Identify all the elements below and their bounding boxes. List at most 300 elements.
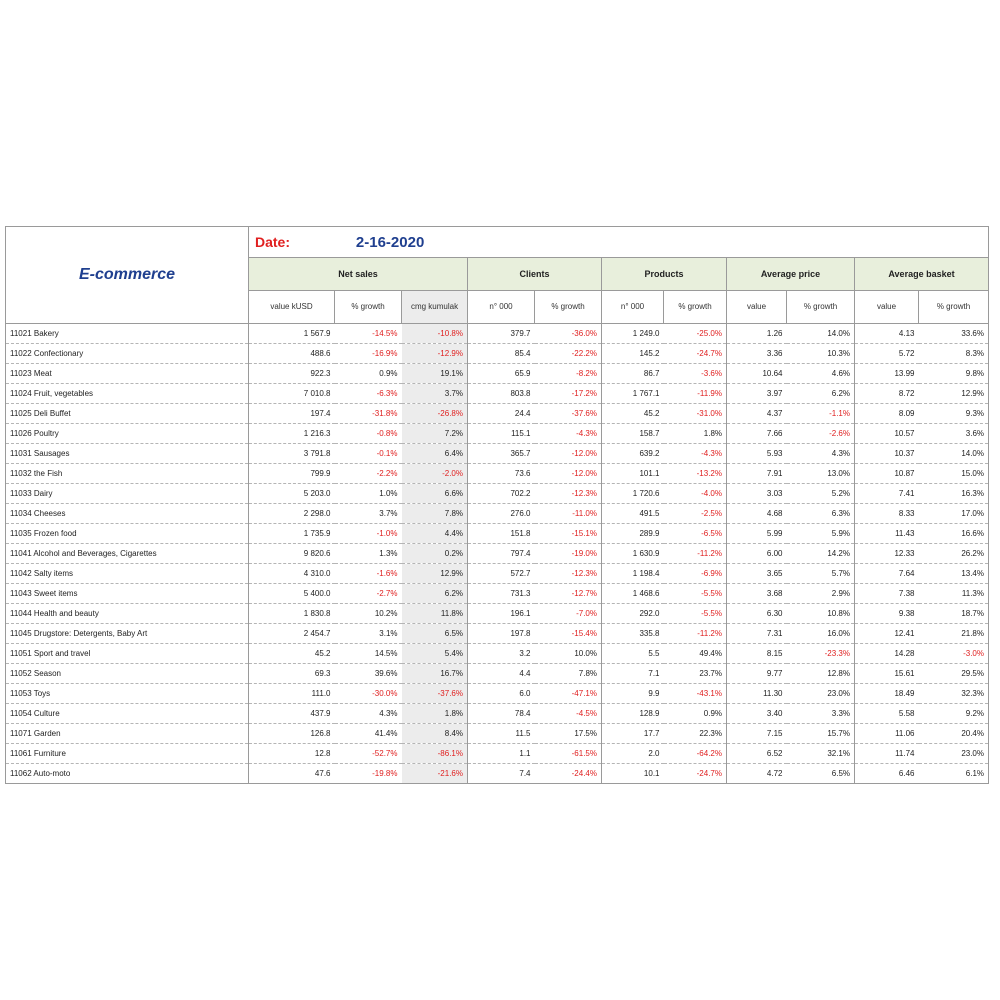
row-label: 11021 Bakery (6, 324, 249, 344)
table-cell: 3 791.8 (249, 444, 335, 464)
table-cell: 2 454.7 (249, 624, 335, 644)
table-cell: 126.8 (249, 724, 335, 744)
table-cell: 803.8 (468, 384, 535, 404)
table-row (6, 444, 989, 464)
table-cell: -1.1% (787, 404, 855, 424)
row-label: 11053 Toys (6, 684, 249, 704)
table-cell: 10.8% (787, 604, 855, 624)
table-cell: -13.2% (664, 464, 727, 484)
table-row (6, 344, 989, 364)
group-clients: Clients (468, 258, 602, 291)
table-cell: 29.5% (919, 664, 989, 684)
table-cell: 1.3% (335, 544, 402, 564)
table-cell: 10.3% (787, 344, 855, 364)
table-cell: -16.9% (335, 344, 402, 364)
table-cell: 6.3% (787, 504, 855, 524)
table-cell: 7.31 (727, 624, 787, 644)
subheader-net-sales-value: value kUSD (249, 291, 335, 324)
table-cell: 7.15 (727, 724, 787, 744)
table-cell: 22.3% (664, 724, 727, 744)
table-cell: 276.0 (468, 504, 535, 524)
table-cell: -19.8% (335, 764, 402, 784)
subheader-net-sales-growth: % growth (335, 291, 402, 324)
table-cell: 1 216.3 (249, 424, 335, 444)
table-cell: 3.65 (727, 564, 787, 584)
subheader-products-count: n° 000 (602, 291, 664, 324)
table-cell: 12.8% (787, 664, 855, 684)
table-cell: 13.99 (855, 364, 919, 384)
table-cell: -6.9% (664, 564, 727, 584)
table-cell: -0.8% (335, 424, 402, 444)
table-cell: 8.4% (402, 724, 468, 744)
table-cell: -24.4% (535, 764, 602, 784)
table-cell: -15.4% (535, 624, 602, 644)
table-cell: 1 830.8 (249, 604, 335, 624)
table-cell: -12.9% (402, 344, 468, 364)
table-cell: 3.03 (727, 484, 787, 504)
table-cell: -2.6% (787, 424, 855, 444)
table-cell: 335.8 (602, 624, 664, 644)
table-cell: -52.7% (335, 744, 402, 764)
table-cell: 702.2 (468, 484, 535, 504)
table-cell: 7 010.8 (249, 384, 335, 404)
table-row (6, 664, 989, 684)
table-cell: 1.8% (664, 424, 727, 444)
table-cell: -6.5% (664, 524, 727, 544)
table-cell: 9.3% (919, 404, 989, 424)
subheader-basket-growth: % growth (919, 291, 989, 324)
table-cell: -2.2% (335, 464, 402, 484)
table-cell: -25.0% (664, 324, 727, 344)
table-cell: 6.52 (727, 744, 787, 764)
table-cell: -4.3% (664, 444, 727, 464)
table-cell: 5.93 (727, 444, 787, 464)
row-label: 11045 Drugstore: Detergents, Baby Art (6, 624, 249, 644)
table-cell: 10.87 (855, 464, 919, 484)
group-average-price: Average price (727, 258, 855, 291)
table-cell: 23.0% (919, 744, 989, 764)
subheader-products-growth: % growth (664, 291, 727, 324)
table-cell: 9.8% (919, 364, 989, 384)
table-cell: 23.7% (664, 664, 727, 684)
table-cell: 1 735.9 (249, 524, 335, 544)
table-cell: -12.3% (535, 484, 602, 504)
table-row (6, 704, 989, 724)
table-row (6, 384, 989, 404)
table-cell: 7.64 (855, 564, 919, 584)
table-cell: 196.1 (468, 604, 535, 624)
table-cell: 11.74 (855, 744, 919, 764)
table-cell: 32.3% (919, 684, 989, 704)
table-cell: 115.1 (468, 424, 535, 444)
table-cell: 15.7% (787, 724, 855, 744)
row-label: 11024 Fruit, vegetables (6, 384, 249, 404)
table-cell: 491.5 (602, 504, 664, 524)
table-cell: 5.72 (855, 344, 919, 364)
row-label: 11044 Health and beauty (6, 604, 249, 624)
table-cell: -1.6% (335, 564, 402, 584)
table-cell: -3.0% (919, 644, 989, 664)
table-cell: 797.4 (468, 544, 535, 564)
row-label: 11023 Meat (6, 364, 249, 384)
table-cell: 197.4 (249, 404, 335, 424)
row-label: 11054 Culture (6, 704, 249, 724)
table-cell: 47.6 (249, 764, 335, 784)
table-cell: -8.2% (535, 364, 602, 384)
table-cell: 5.7% (787, 564, 855, 584)
table-cell: 18.49 (855, 684, 919, 704)
table-cell: 3.2 (468, 644, 535, 664)
table-cell: 20.4% (919, 724, 989, 744)
table-cell: 5.2% (787, 484, 855, 504)
table-cell: 6.6% (402, 484, 468, 504)
table-row (6, 764, 989, 784)
table-cell: 3.6% (919, 424, 989, 444)
table-cell: 14.28 (855, 644, 919, 664)
row-label: 11051 Sport and travel (6, 644, 249, 664)
table-row (6, 464, 989, 484)
table-cell: 24.4 (468, 404, 535, 424)
table-cell: 922.3 (249, 364, 335, 384)
table-cell: 1.8% (402, 704, 468, 724)
table-cell: -6.3% (335, 384, 402, 404)
row-label: 11071 Garden (6, 724, 249, 744)
table-row (6, 564, 989, 584)
table-cell: 3.68 (727, 584, 787, 604)
table-cell: 1.0% (335, 484, 402, 504)
table-cell: 12.8 (249, 744, 335, 764)
table-cell: -4.5% (535, 704, 602, 724)
date-label: Date: (255, 233, 291, 250)
table-cell: 11.8% (402, 604, 468, 624)
table-cell: 7.38 (855, 584, 919, 604)
table-cell: -24.7% (664, 764, 727, 784)
table-cell: 1 249.0 (602, 324, 664, 344)
table-cell: 1.26 (727, 324, 787, 344)
table-cell: -4.3% (535, 424, 602, 444)
table-cell: 365.7 (468, 444, 535, 464)
table-cell: 69.3 (249, 664, 335, 684)
table-cell: 45.2 (602, 404, 664, 424)
table-cell: -19.0% (535, 544, 602, 564)
table-cell: 39.6% (335, 664, 402, 684)
table-cell: 2.9% (787, 584, 855, 604)
table-cell: 4.72 (727, 764, 787, 784)
table-cell: 158.7 (602, 424, 664, 444)
date-value: 2-16-2020 (355, 233, 425, 251)
table-cell: 32.1% (787, 744, 855, 764)
table-row (6, 484, 989, 504)
table-cell: -15.1% (535, 524, 602, 544)
table-cell: 13.0% (787, 464, 855, 484)
table-cell: 4.13 (855, 324, 919, 344)
subheader-price-value: value (727, 291, 787, 324)
table-cell: -21.6% (402, 764, 468, 784)
report-title: E-commerce (6, 227, 249, 324)
table-cell: -36.0% (535, 324, 602, 344)
table-cell: 12.9% (402, 564, 468, 584)
table-cell: 10.0% (535, 644, 602, 664)
table-cell: -2.5% (664, 504, 727, 524)
table-cell: 6.1% (919, 764, 989, 784)
table-cell: 17.0% (919, 504, 989, 524)
table-cell: 5.9% (787, 524, 855, 544)
table-cell: 3.36 (727, 344, 787, 364)
table-cell: 8.33 (855, 504, 919, 524)
table-cell: 1 630.9 (602, 544, 664, 564)
table-cell: 4.68 (727, 504, 787, 524)
table-cell: 5.4% (402, 644, 468, 664)
table-cell: -31.0% (664, 404, 727, 424)
table-row (6, 624, 989, 644)
table-cell: 6.30 (727, 604, 787, 624)
table-cell: -10.8% (402, 324, 468, 344)
row-label: 11061 Furniture (6, 744, 249, 764)
table-cell: 4.3% (787, 444, 855, 464)
row-label: 11026 Poultry (6, 424, 249, 444)
table-cell: 14.0% (787, 324, 855, 344)
table-cell: 17.5% (535, 724, 602, 744)
table-cell: 10.57 (855, 424, 919, 444)
table-cell: 101.1 (602, 464, 664, 484)
table-body (6, 324, 989, 784)
table-cell: -12.3% (535, 564, 602, 584)
table-cell: 9 820.6 (249, 544, 335, 564)
table-cell: -12.0% (535, 464, 602, 484)
row-label: 11035 Frozen food (6, 524, 249, 544)
table-cell: 8.09 (855, 404, 919, 424)
table-cell: -5.5% (664, 604, 727, 624)
subheader-basket-value: value (855, 291, 919, 324)
table-row (6, 524, 989, 544)
table-cell: 7.4 (468, 764, 535, 784)
table-cell: 4.6% (787, 364, 855, 384)
group-net-sales: Net sales (249, 258, 468, 291)
table-row (6, 744, 989, 764)
table-cell: 5.58 (855, 704, 919, 724)
table-cell: -7.0% (535, 604, 602, 624)
table-row (6, 584, 989, 604)
table-cell: 488.6 (249, 344, 335, 364)
table-cell: 799.9 (249, 464, 335, 484)
table-cell: 17.7 (602, 724, 664, 744)
row-label: 11032 the Fish (6, 464, 249, 484)
table-cell: 16.0% (787, 624, 855, 644)
table-cell: 5.5 (602, 644, 664, 664)
table-cell: 1 567.9 (249, 324, 335, 344)
table-cell: -2.0% (402, 464, 468, 484)
table-cell: -3.6% (664, 364, 727, 384)
table-cell: 7.41 (855, 484, 919, 504)
table-cell: 4.37 (727, 404, 787, 424)
row-label: 11025 Deli Buffet (6, 404, 249, 424)
table-cell: 16.7% (402, 664, 468, 684)
table-cell: 145.2 (602, 344, 664, 364)
table-cell: 3.3% (787, 704, 855, 724)
table-cell: -1.0% (335, 524, 402, 544)
table-cell: 6.0 (468, 684, 535, 704)
group-average-basket: Average basket (855, 258, 989, 291)
table-cell: 5.99 (727, 524, 787, 544)
table-cell: 4 310.0 (249, 564, 335, 584)
table-cell: 0.2% (402, 544, 468, 564)
table-cell: -61.5% (535, 744, 602, 764)
table-cell: 292.0 (602, 604, 664, 624)
table-cell: 13.4% (919, 564, 989, 584)
table-cell: 1 720.6 (602, 484, 664, 504)
table-cell: 2.0 (602, 744, 664, 764)
table-cell: 16.6% (919, 524, 989, 544)
table-cell: -11.0% (535, 504, 602, 524)
table-cell: 15.0% (919, 464, 989, 484)
table-cell: 8.15 (727, 644, 787, 664)
table-row (6, 604, 989, 624)
table-row (6, 324, 989, 344)
table-cell: 7.2% (402, 424, 468, 444)
subheader-clients-growth: % growth (535, 291, 602, 324)
subheader-clients-count: n° 000 (468, 291, 535, 324)
table-cell: 14.0% (919, 444, 989, 464)
table-cell: 49.4% (664, 644, 727, 664)
table-cell: 8.3% (919, 344, 989, 364)
table-cell: -23.3% (787, 644, 855, 664)
table-cell: 9.77 (727, 664, 787, 684)
group-products: Products (602, 258, 727, 291)
table-cell: 11.30 (727, 684, 787, 704)
table-row (6, 544, 989, 564)
table-cell: 0.9% (664, 704, 727, 724)
table-cell: 11.43 (855, 524, 919, 544)
table-cell: 45.2 (249, 644, 335, 664)
table-cell: -17.2% (535, 384, 602, 404)
row-label: 11034 Cheeses (6, 504, 249, 524)
table-cell: 5 400.0 (249, 584, 335, 604)
table-cell: 11.3% (919, 584, 989, 604)
table-cell: 7.91 (727, 464, 787, 484)
table-row (6, 504, 989, 524)
table-cell: 9.38 (855, 604, 919, 624)
table-cell: 14.5% (335, 644, 402, 664)
table-cell: 6.4% (402, 444, 468, 464)
table-cell: 21.8% (919, 624, 989, 644)
table-cell: 197.8 (468, 624, 535, 644)
table-cell: 6.46 (855, 764, 919, 784)
ecommerce-table (5, 226, 989, 784)
table-cell: 11.5 (468, 724, 535, 744)
row-label: 11033 Dairy (6, 484, 249, 504)
table-cell: -0.1% (335, 444, 402, 464)
table-cell: -2.7% (335, 584, 402, 604)
table-cell: 4.3% (335, 704, 402, 724)
table-cell: 7.8% (535, 664, 602, 684)
table-cell: 6.00 (727, 544, 787, 564)
table-cell: 86.7 (602, 364, 664, 384)
table-cell: -11.2% (664, 544, 727, 564)
table-cell: 7.66 (727, 424, 787, 444)
table-cell: 19.1% (402, 364, 468, 384)
table-cell: -64.2% (664, 744, 727, 764)
table-cell: 10.2% (335, 604, 402, 624)
table-cell: 6.2% (787, 384, 855, 404)
table-cell: 3.40 (727, 704, 787, 724)
report-sheet (5, 226, 988, 784)
table-row (6, 644, 989, 664)
table-cell: -11.9% (664, 384, 727, 404)
table-cell: 0.9% (335, 364, 402, 384)
table-cell: 4.4 (468, 664, 535, 684)
subheader-price-growth: % growth (787, 291, 855, 324)
table-cell: 65.9 (468, 364, 535, 384)
table-cell: 7.1 (602, 664, 664, 684)
table-cell: -37.6% (402, 684, 468, 704)
table-cell: 16.3% (919, 484, 989, 504)
table-cell: 572.7 (468, 564, 535, 584)
table-cell: 3.97 (727, 384, 787, 404)
table-cell: 10.64 (727, 364, 787, 384)
table-cell: 26.2% (919, 544, 989, 564)
table-cell: 85.4 (468, 344, 535, 364)
table-cell: 12.33 (855, 544, 919, 564)
table-row (6, 404, 989, 424)
table-row (6, 724, 989, 744)
table-cell: -11.2% (664, 624, 727, 644)
row-label: 11043 Sweet items (6, 584, 249, 604)
table-row (6, 364, 989, 384)
table-cell: 9.2% (919, 704, 989, 724)
table-cell: 437.9 (249, 704, 335, 724)
table-cell: -12.0% (535, 444, 602, 464)
table-cell: 9.9 (602, 684, 664, 704)
table-cell: -5.5% (664, 584, 727, 604)
table-cell: 12.41 (855, 624, 919, 644)
table-cell: 18.7% (919, 604, 989, 624)
row-label: 11022 Confectionary (6, 344, 249, 364)
table-cell: -12.7% (535, 584, 602, 604)
row-label: 11042 Salty items (6, 564, 249, 584)
table-cell: -30.0% (335, 684, 402, 704)
table-cell: 3.1% (335, 624, 402, 644)
table-cell: -31.8% (335, 404, 402, 424)
table-cell: 111.0 (249, 684, 335, 704)
subheader-net-sales-cumulative: cmg kumulak (402, 291, 468, 324)
table-cell: 1 198.4 (602, 564, 664, 584)
row-label: 11062 Auto-moto (6, 764, 249, 784)
table-cell: 151.8 (468, 524, 535, 544)
table-cell: -86.1% (402, 744, 468, 764)
table-cell: 3.7% (402, 384, 468, 404)
table-cell: 73.6 (468, 464, 535, 484)
table-cell: 6.2% (402, 584, 468, 604)
table-cell: 5 203.0 (249, 484, 335, 504)
table-cell: 15.61 (855, 664, 919, 684)
table-cell: 639.2 (602, 444, 664, 464)
table-cell: 6.5% (787, 764, 855, 784)
table-cell: -47.1% (535, 684, 602, 704)
table-cell: 14.2% (787, 544, 855, 564)
table-cell: 289.9 (602, 524, 664, 544)
table-row (6, 684, 989, 704)
table-cell: 12.9% (919, 384, 989, 404)
table-cell: -26.8% (402, 404, 468, 424)
table-cell: 41.4% (335, 724, 402, 744)
date-row (249, 227, 989, 258)
table-cell: 2 298.0 (249, 504, 335, 524)
table-cell: 4.4% (402, 524, 468, 544)
table-cell: 23.0% (787, 684, 855, 704)
table-cell: -24.7% (664, 344, 727, 364)
row-label: 11031 Sausages (6, 444, 249, 464)
table-row (6, 424, 989, 444)
